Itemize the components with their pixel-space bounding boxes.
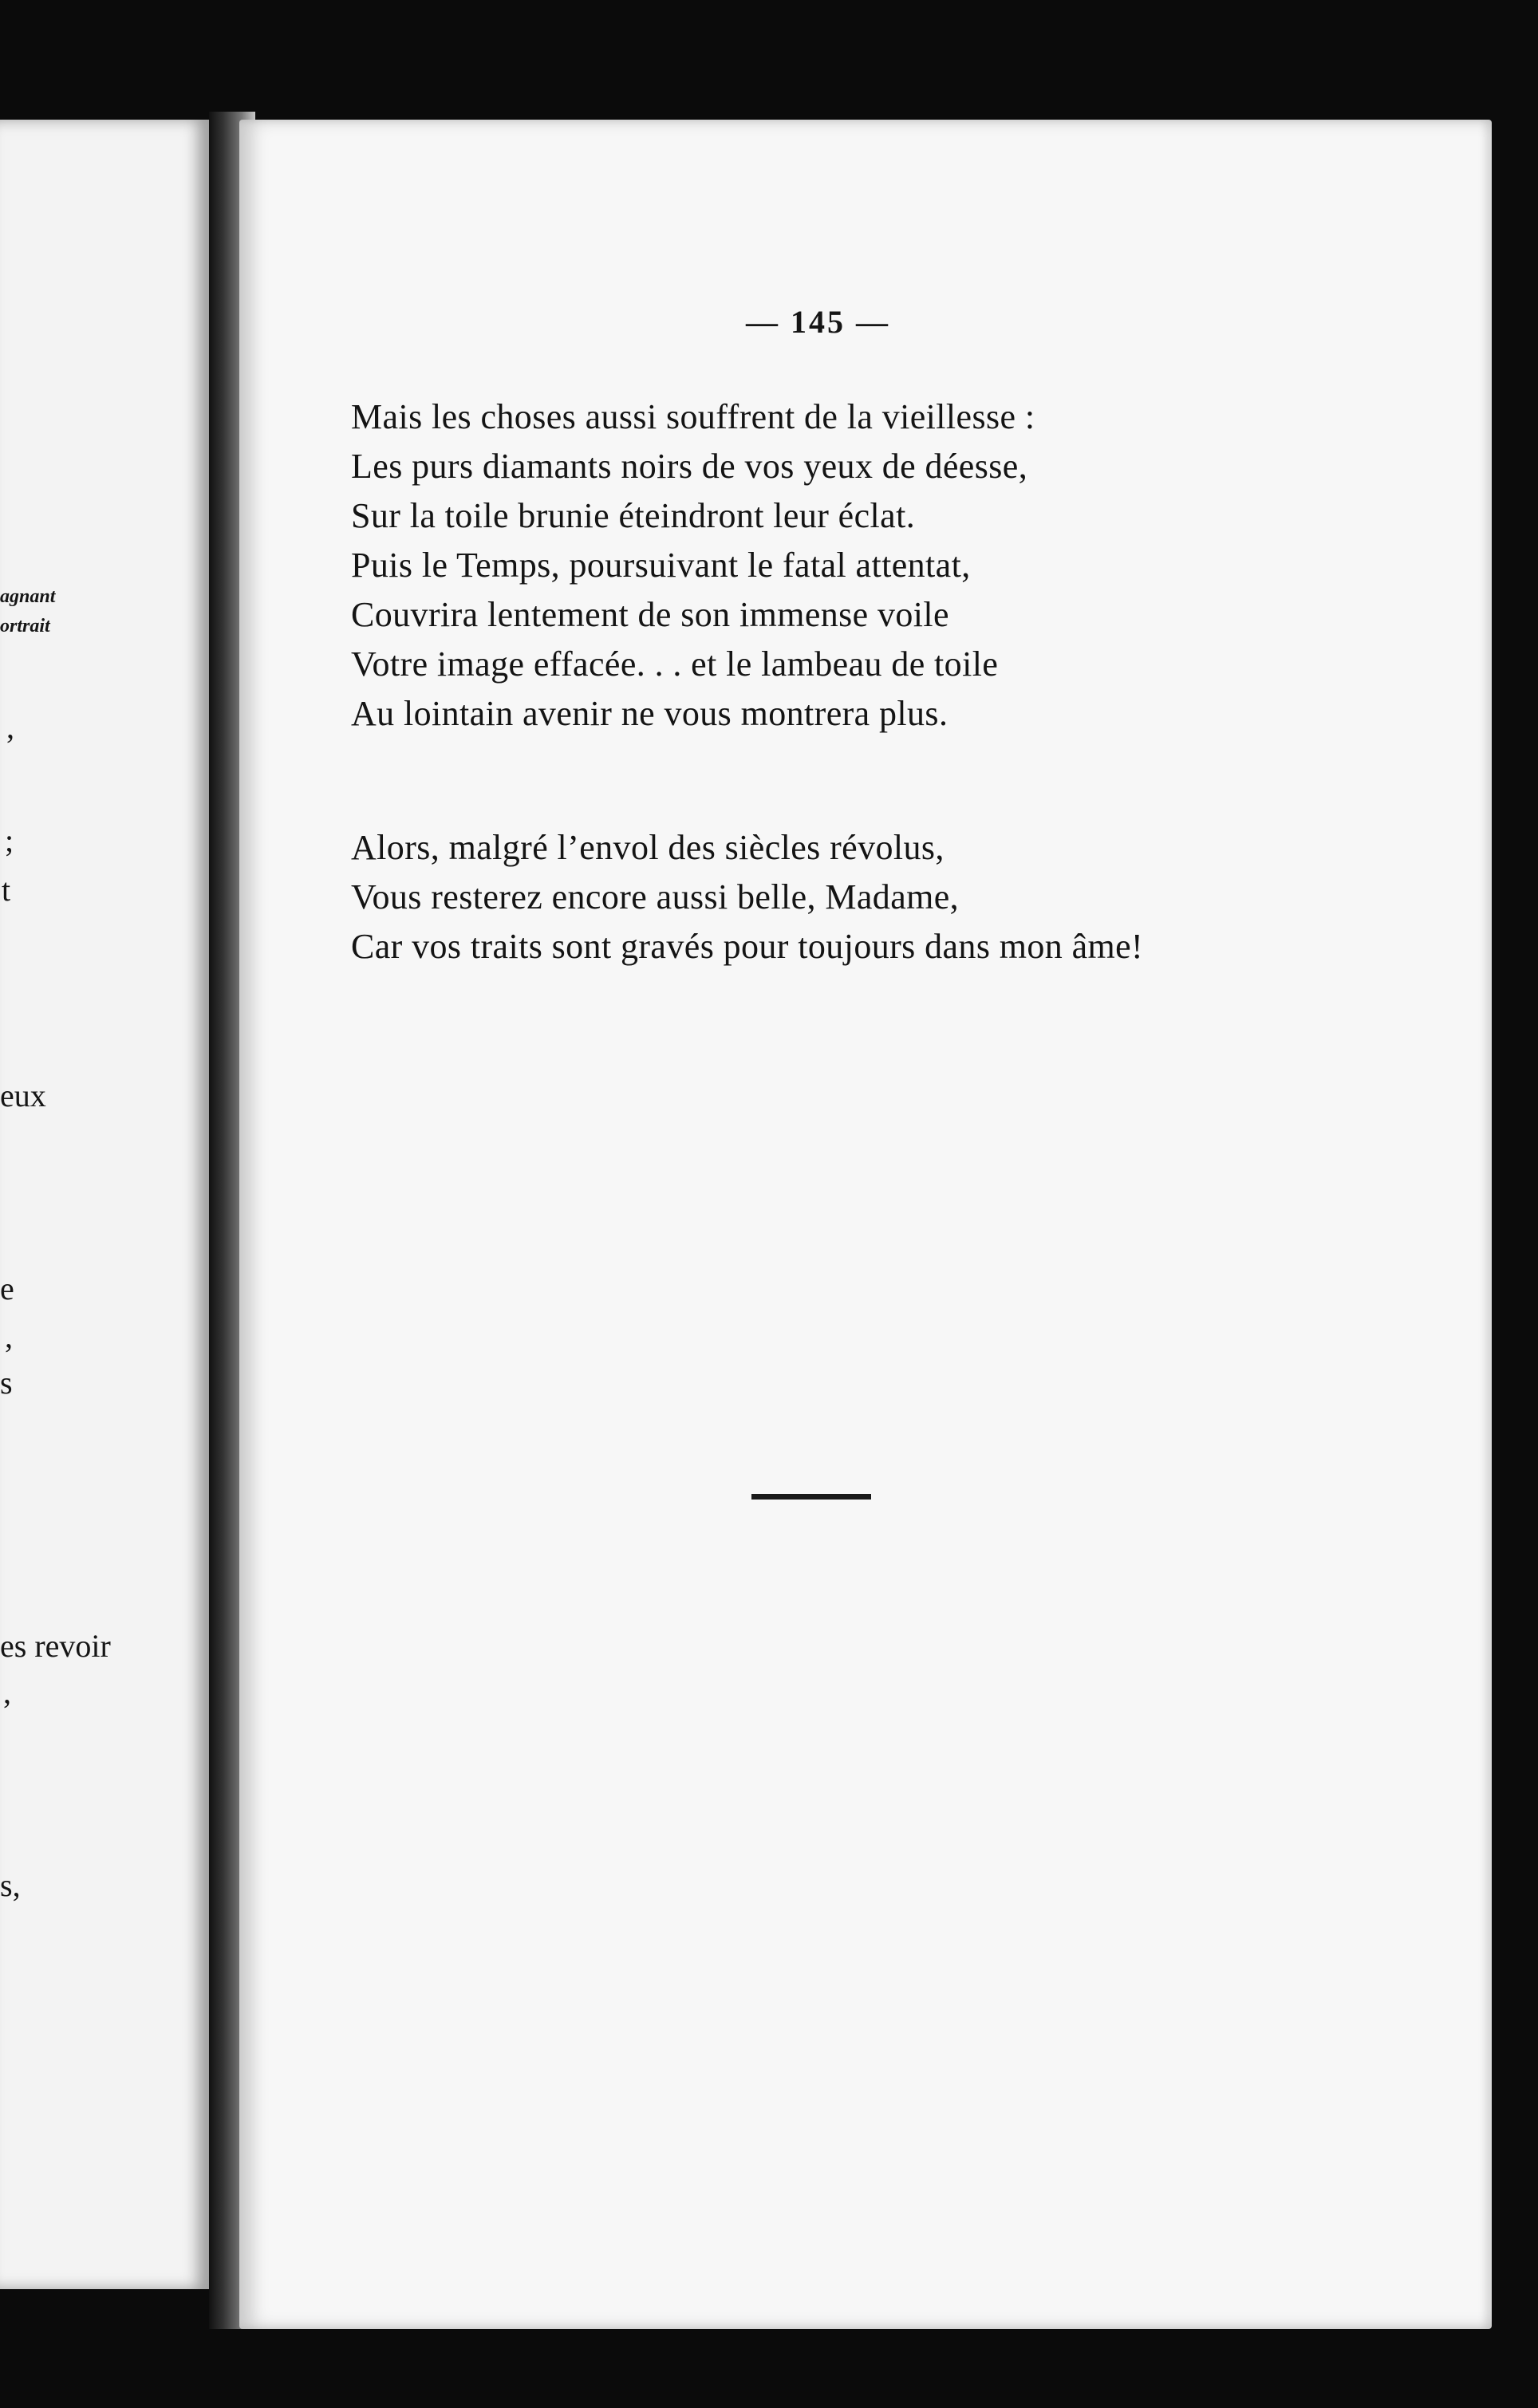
poem-line: Sur la toile brunie éteindront leur éclat. <box>351 496 916 535</box>
page-number: — 145 — <box>746 304 890 340</box>
left-page-fragment: agnant <box>0 586 56 607</box>
poem-line: Votre image effacée. . . et le lambeau de toile <box>351 644 999 684</box>
poem-line: Puis le Temps, poursuivant le fatal attentat, <box>351 546 971 585</box>
left-page-fragment: , <box>6 709 14 745</box>
left-page-fragment: ; <box>5 822 14 858</box>
left-page-fragment: s, <box>0 1867 21 1903</box>
poem-line: Car vos traits sont gravés pour toujours dans mon âme! <box>351 927 1144 966</box>
poem-line: Couvrira lentement de son immense voile <box>351 595 949 634</box>
left-page <box>0 120 209 2289</box>
left-page-fragment: eux <box>0 1078 46 1113</box>
poem-stanza <box>351 392 1035 739</box>
left-page-fragment: ortrait <box>0 616 50 636</box>
end-rule <box>751 1494 871 1500</box>
left-page-fragment: , <box>3 1674 11 1710</box>
poem-line: Vous resterez encore aussi belle, Madame, <box>351 877 960 916</box>
poem-line: Les purs diamants noirs de vos yeux de déesse, <box>351 447 1028 486</box>
poem-stanza <box>351 823 1143 971</box>
left-page-fragment: es revoir <box>0 1628 111 1664</box>
poem-line: Mais les choses aussi souffrent de la vieillesse : <box>351 397 1035 436</box>
left-page-fragment: e <box>0 1271 14 1306</box>
left-page-fragment: , <box>5 1318 13 1354</box>
left-page-fragment: t <box>2 872 11 908</box>
poem-line: Alors, malgré l’envol des siècles révolus, <box>351 828 944 867</box>
left-page-fragment: s <box>0 1365 13 1401</box>
poem-line: Au lointain avenir ne vous montrera plus. <box>351 694 948 733</box>
